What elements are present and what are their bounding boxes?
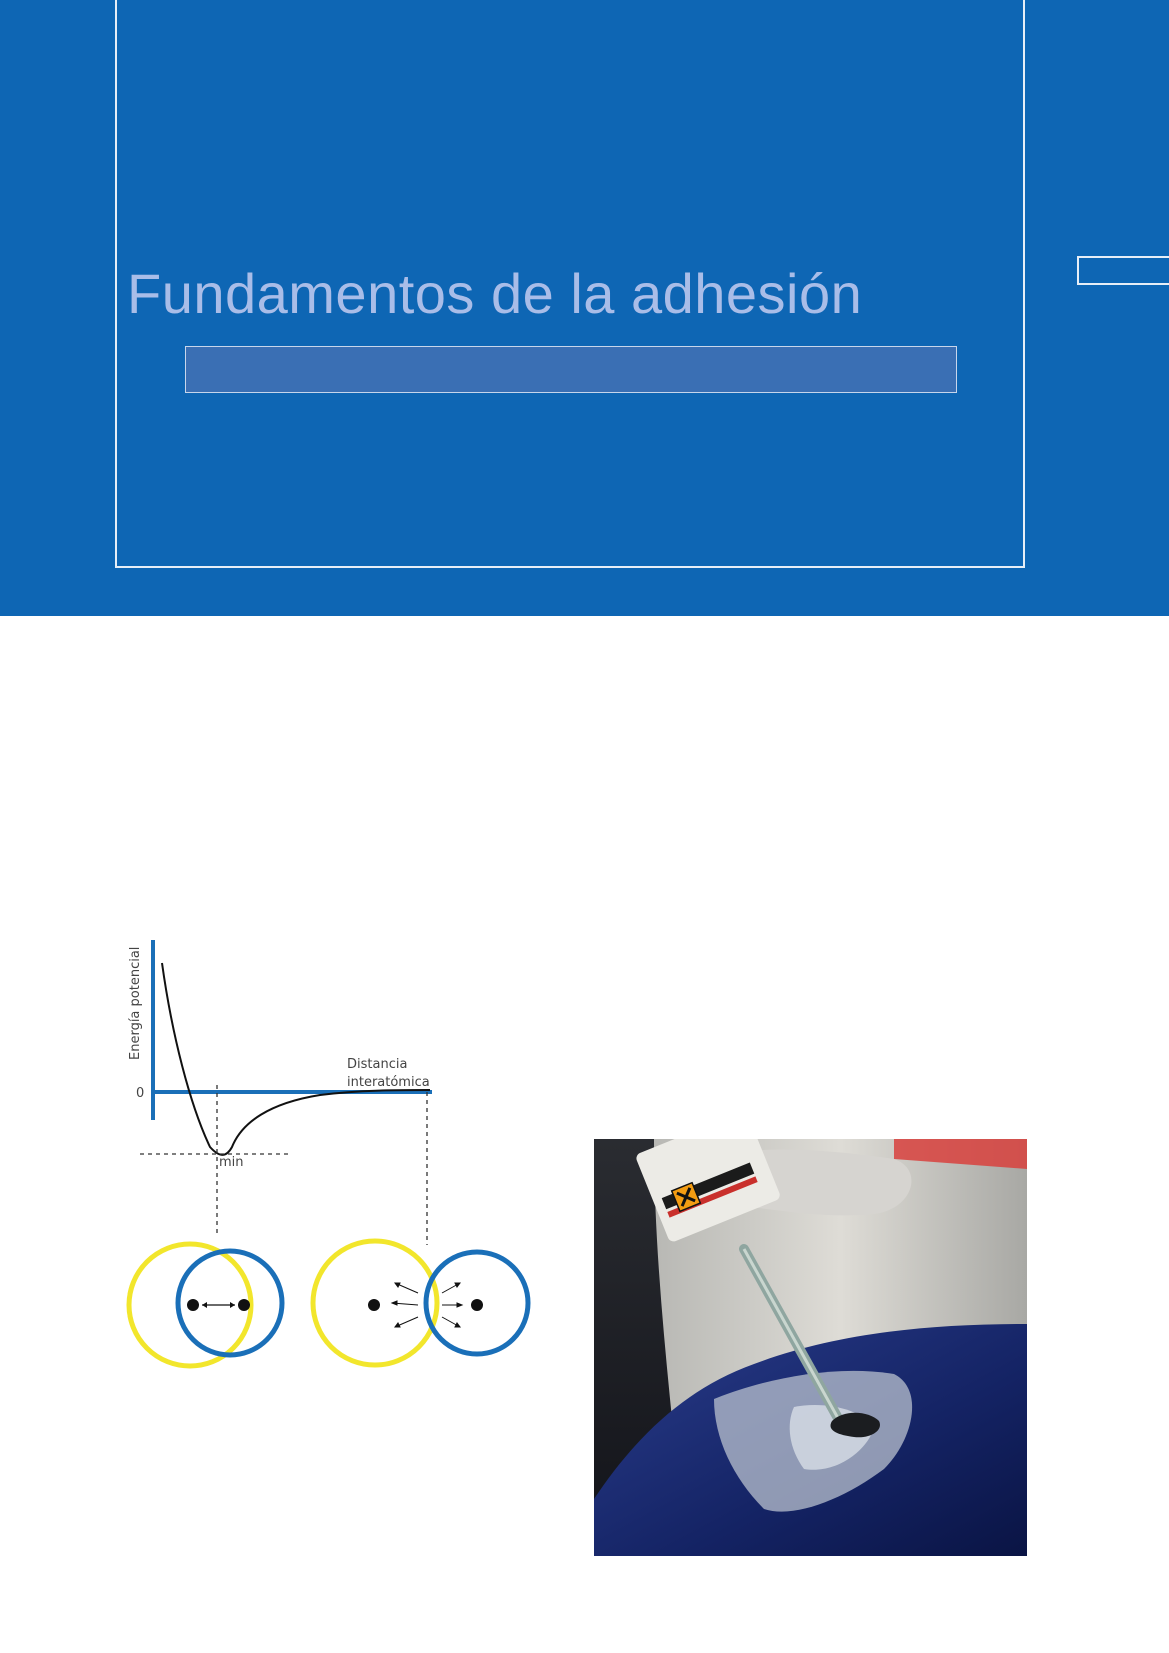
adhesive-application-photo — [594, 1139, 1027, 1556]
x-axis-label-line2: interatómica — [347, 1075, 430, 1090]
zero-label: 0 — [136, 1086, 145, 1101]
diagram-svg — [120, 935, 540, 1375]
photo-svg — [594, 1139, 1027, 1556]
bond-arrowhead-left — [202, 1302, 207, 1308]
chapter-title: Fundamentos de la adhesión — [127, 262, 863, 325]
min-label: min — [219, 1155, 244, 1170]
potential-energy-diagram — [120, 935, 540, 1375]
nucleus-right-1 — [368, 1299, 380, 1311]
side-tab — [1077, 256, 1169, 285]
nucleus-right-2 — [471, 1299, 483, 1311]
nucleus-left-1 — [187, 1299, 199, 1311]
nucleus-left-2 — [238, 1299, 250, 1311]
bond-arrowhead-right — [230, 1302, 235, 1308]
header-band — [0, 0, 1169, 616]
y-axis-label: Energía potencial — [128, 946, 143, 1060]
subtitle-bar — [185, 346, 957, 393]
x-axis-label-line1: Distancia — [347, 1057, 408, 1072]
